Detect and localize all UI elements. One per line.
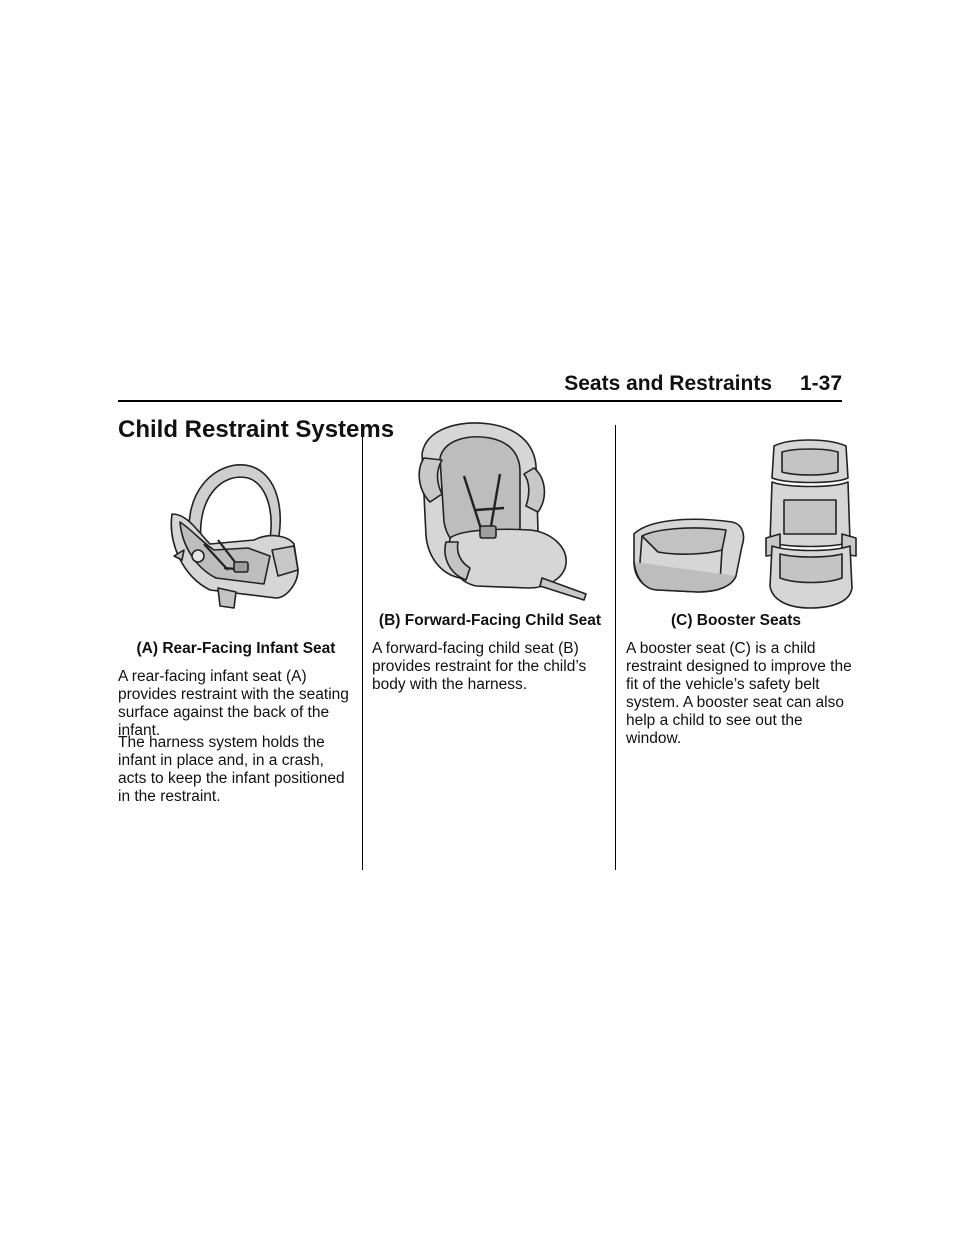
paragraph-infant-seat-1: A rear-facing infant seat (A) provides restraint with the seating surface against the back of the infant.	[118, 668, 349, 739]
forward-facing-child-seat-illustration	[410, 418, 590, 602]
rear-facing-infant-seat-illustration	[158, 452, 318, 612]
page-header	[118, 366, 842, 402]
section-title: Child Restraint Systems	[118, 416, 395, 443]
paragraph-infant-seat-2: The harness system holds the infant in place and, in a crash, acts to keep the infant positioned in the restraint.	[118, 734, 345, 805]
column-divider-left	[362, 425, 363, 870]
high-back-booster-illustration	[764, 438, 858, 610]
header-page-number: 1-37	[799, 372, 842, 395]
booster-cushion-illustration	[628, 506, 748, 598]
column-divider-right	[615, 425, 616, 870]
header-section-title: Seats and Restraints	[564, 372, 772, 395]
caption-child-seat: (B) Forward-Facing Child Seat	[378, 612, 602, 629]
caption-booster-seats: (C) Booster Seats	[670, 612, 802, 629]
paragraph-child-seat-1: A forward-facing child seat (B) provides restraint for the child’s body with the harness.	[372, 640, 587, 693]
caption-infant-seat: (A) Rear-Facing Infant Seat	[136, 640, 336, 657]
paragraph-booster-seats-1: A booster seat (C) is a child restraint designed to improve the fit of the vehicle’s safety belt system. A booster seat can also help a child to see out the window.	[626, 640, 852, 747]
